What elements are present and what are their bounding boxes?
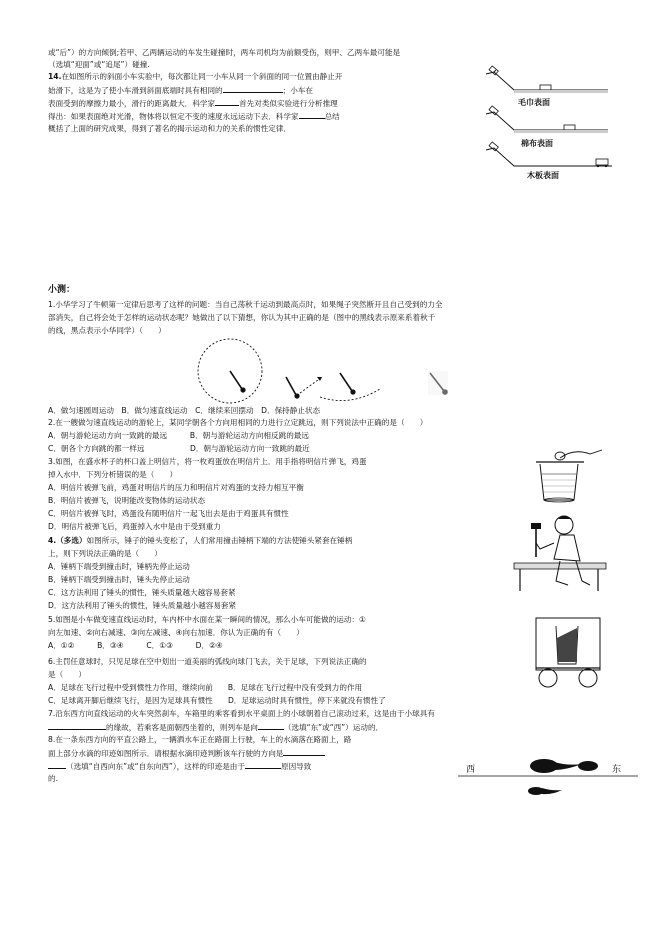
intro-line-1: 或“后”）的方向倾倒;若甲、乙两辆运动的车发生碰撞时，两车司机均为前额受伤，则甲、乙两车最可能是 [48,48,401,57]
q6-options-cd: C．足球离开脚后继续飞行，是因为足球具有惯性 D．足球运动时具有惯性，停下来就没有惯性了 [48,696,386,705]
hammer-person-figure [510,505,610,595]
q3-option-a: A．明信片被弹飞前，鸡蛋对明信片的压力和明信片对鸡蛋的支持力相互平衡 [48,483,304,492]
q8-text-3: （选填“自西向东”或“自东向西”），这样的印迹是由于 [66,762,245,771]
q4-option-b: B．锤柄下端受到撞击时，锤头先停止运动 [48,575,190,584]
q14-blank-2[interactable] [215,97,239,106]
q8-text-2: 面上部分水滴的印迹如图所示．请根据水滴印迹判断该车行驶的方向是 [48,749,284,758]
intro-line-2 [48,58,150,70]
q3-option-b: B．明信片被弹飞，说明能改变物体的运动状态 [48,496,206,505]
label-wood-surface: 木板表面 [527,171,559,180]
q8-line-1: 8.在一条东西方向的平直公路上，一辆洒水车正在路面上行驶，车上的水滴落在路面上，路 [48,735,352,744]
q8-blank-1[interactable] [283,747,325,756]
q5-line-1: 5.如图是小车做变速直线运动时，车内杯中水面在某一瞬间的情况，那么小车可能做的运动：① [48,615,366,624]
q14-text-5: 首先对类似实验进行分析推理 [239,99,338,108]
q4-multi-tag: （多选） [56,536,87,545]
label-towel-surface: 毛巾表面 [518,98,550,107]
q14-text-7: 总结 [324,112,340,121]
label-west: 西 [466,765,476,775]
q3-option-c: C．明信片被弹飞时，鸡蛋没有随明信片一起飞出去是由于鸡蛋具有惯性 [48,509,289,518]
q4-option-d: D．这方法利用了锤头的惯性，锤头质量越小越容易套紧 [48,601,237,610]
q1-line-2: 部消失，自己将会处于怎样的运动状态呢？她做出了以下猜想，你认为其中正确的是（图中的黑线表示原来系着秋千 [48,313,436,322]
cart-water-figure [530,608,610,690]
q1-line-3: 的线，黑点表示小华同学）（ ） [48,326,166,335]
q14-line-5: 概括了上面的研究成果，得到了著名的揭示运动和力的关系的惯性定律． [48,124,291,133]
q14-line-2 [48,84,313,96]
q14-line-1 [48,71,342,82]
q7-blank-2[interactable] [258,721,284,730]
q4-option-a: A．锤柄下端受到撞击时，锤柄先停止运动 [48,562,190,571]
egg-cup-figure [530,440,610,505]
q1-options: A．做匀速圆周运动 B．做匀速直线运动 C．继续来回摆动 D．保持静止状态 [48,406,321,415]
q14-line-3 [48,97,338,109]
q7-text-3: （选填“东”或“西”）运动的． [283,723,384,732]
q14-blank-3[interactable] [299,110,325,119]
section-title: 小测： [48,285,76,295]
q4-number: 4. [48,536,57,545]
q8-blank-2[interactable] [48,760,66,769]
q6-line-1: 6.主罚任意球时，只见足球在空中划出一道美丽的弧线向球门飞去，关于足球，下列说法正确的 [48,657,367,666]
q4-option-c: C．这方法利用了锤头的惯性，锤头质量越大越容易套紧 [48,588,236,597]
slope-surfaces-figure [480,62,620,182]
q14-text-3: ；小车在 [282,86,314,95]
q3-line-2: 掉入水中．下列分析错误的是（ ） [48,470,178,479]
q2-options-ab: A．朝与游轮运动方向一致跳的最远 B．朝与游轮运动方向相反跳的最远 [48,431,309,440]
q7-line-2 [48,721,383,733]
q4-line-1 [48,535,352,546]
q8-text-4: 原因导致 [281,762,312,771]
q14-text-1: 在如图所示的斜面小车实验中，每次都让同一小车从同一个斜面的同一位置由静止开 [61,72,343,81]
q7-line-1: 7.沿东西方向直线运动的火车突然刹车，车箱里的乘客看到水平桌面上的小球朝着自己滚动过来，这是由于小球具有 [48,709,435,718]
q14-line-4 [48,110,340,122]
intro-line-2-text: （选填“迎面”或“追尾”）碰撞. [48,60,150,69]
q2-line-1: 2.在一艘做匀速直线运动的游轮上，某同学朝各个方向用相同的力进行立定跳远，则下列说法中正确的是（ ） [48,418,428,427]
q2-options-cd: C．朝各个方向跳的都一样远 D．朝与游轮运动方向一致跳的最近 [48,444,310,453]
q1-line-1: 1.小华学习了牛顿第一定律后思考了这样的问题：当自己荡秋千运动到最高点时，如果绳子突然断开且自己受到的力全 [48,300,443,309]
q5-options: A．①② B．③④ C．①③ D．②④ [48,641,223,650]
q3-option-d: D．明信片被弹飞后，鸡蛋掉入水中是由于受到重力 [48,522,221,531]
q5-line-2: 向左加速、②向右减速、③向左减速、④向右加速．你认为正确的有（ ） [48,628,304,637]
q14-text-2: 始滑下，这是为了使小车滑到斜面底端时具有相同的 [48,86,223,95]
q4-text-1: 如图所示，锤子的锤头变松了，人们常用撞击锤柄下端的方法使锤头紧套在锤柄 [86,536,353,545]
q8-line-2 [48,747,325,759]
q8-blank-3[interactable] [245,760,281,769]
q7-blank-1[interactable] [48,721,106,730]
q14-text-4: 表面受到的摩擦力最小，滑行的距离最大．科学家 [48,99,216,108]
water-drops-figure [458,748,638,798]
q3-line-1: 3.如图，在盛水杯子的杯口盖上明信片，将一枚鸡蛋放在明信片上．用手指将明信片弹飞，鸡蛋 [48,457,367,466]
label-east: 东 [612,765,622,775]
q8-line-4: 的. [48,774,59,783]
label-cotton-surface: 棉布表面 [521,139,553,148]
q14-number: 14. [48,72,62,81]
q4-line-2: 上，则下列说法正确的是（ ） [48,549,162,558]
q14-text-6: 得出：如果表面绝对光滑，物体将以恒定不变的速度永远运动下去．科学家 [48,112,299,121]
swing-options-figure [190,333,480,413]
q14-blank-1[interactable] [223,84,283,93]
q6-options-ab: A．足球在飞行过程中受到惯性力作用，继续向前 B．足球在飞行过程中没有受到力的作用 [48,683,363,692]
q6-line-2: 是（ ） [48,670,86,679]
q8-line-3 [48,760,311,772]
q7-text-2: 的缘故，若乘客是面朝西坐着的，则列车是向 [106,723,258,732]
